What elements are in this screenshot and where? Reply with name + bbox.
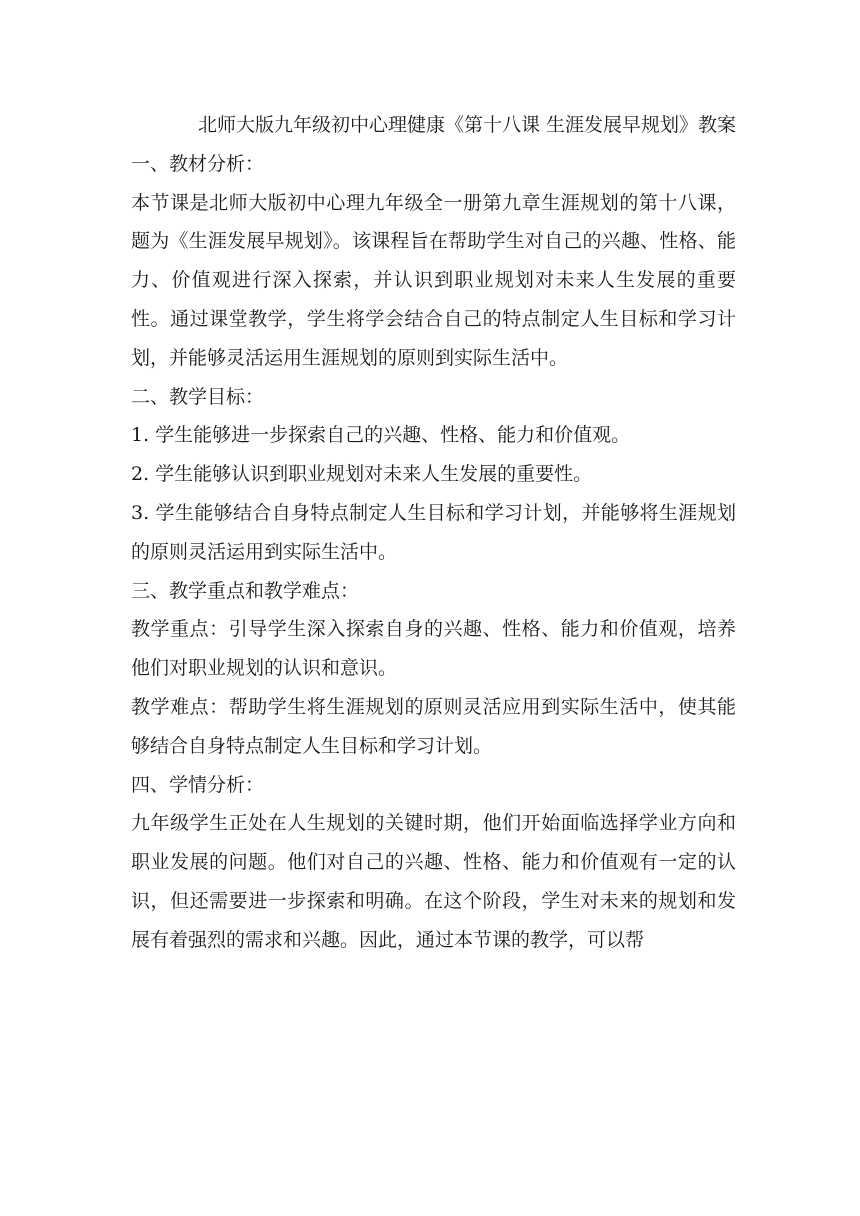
- section-heading-analysis: 一、教材分析：: [131, 152, 265, 175]
- students-paragraph: 九年级学生正处在人生规划的关键时期，他们开始面临选择学业方向和职业发展的问题。他们对自己的兴趣、性格、能力和价值观有一定的认识，但还需要进一步探索和明确。在这个阶段，学生对未来的规划和发展有着强烈的需求和兴趣。因此，通过本节课的教学，可以帮: [131, 812, 736, 951]
- goal-item-3: 3. 学生能够结合自身特点制定人生目标和学习计划，并能够将生涯规划的原则灵活运用到实际生活中。: [131, 501, 736, 563]
- goal-item-2: 2. 学生能够认识到职业规划对未来人生发展的重要性。: [131, 463, 593, 486]
- section-heading-key-points: 三、教学重点和教学难点：: [131, 579, 360, 602]
- document-title: 北师大版九年级初中心理健康《第十八课 生涯发展早规划》教案: [197, 114, 736, 136]
- section-heading-students: 四、学情分析：: [131, 773, 265, 796]
- difficulty-paragraph: 教学难点：帮助学生将生涯规划的原则灵活应用到实际生活中，使其能够结合自身特点制定人生目标和学习计划。: [131, 695, 736, 757]
- goal-item-1: 1. 学生能够进一步探索自己的兴趣、性格、能力和价值观。: [131, 424, 631, 447]
- section-heading-goals: 二、教学目标：: [131, 385, 265, 408]
- document-body: [131, 106, 736, 960]
- key-point-paragraph: 教学重点：引导学生深入探索自身的兴趣、性格、能力和价值观，培养他们对职业规划的认识和意识。: [131, 618, 736, 680]
- analysis-paragraph: 本节课是北师大版初中心理九年级全一册第九章生涯规划的第十八课，题为《生涯发展早规划》。该课程旨在帮助学生对自己的兴趣、性格、能力、价值观进行深入探索，并认识到职业规划对未来人生发展的重要性。通过课堂教学，学生将学会结合自己的特点制定人生目标和学习计划，并能够灵活运用生涯规划的原则到实际生活中。: [131, 191, 736, 369]
